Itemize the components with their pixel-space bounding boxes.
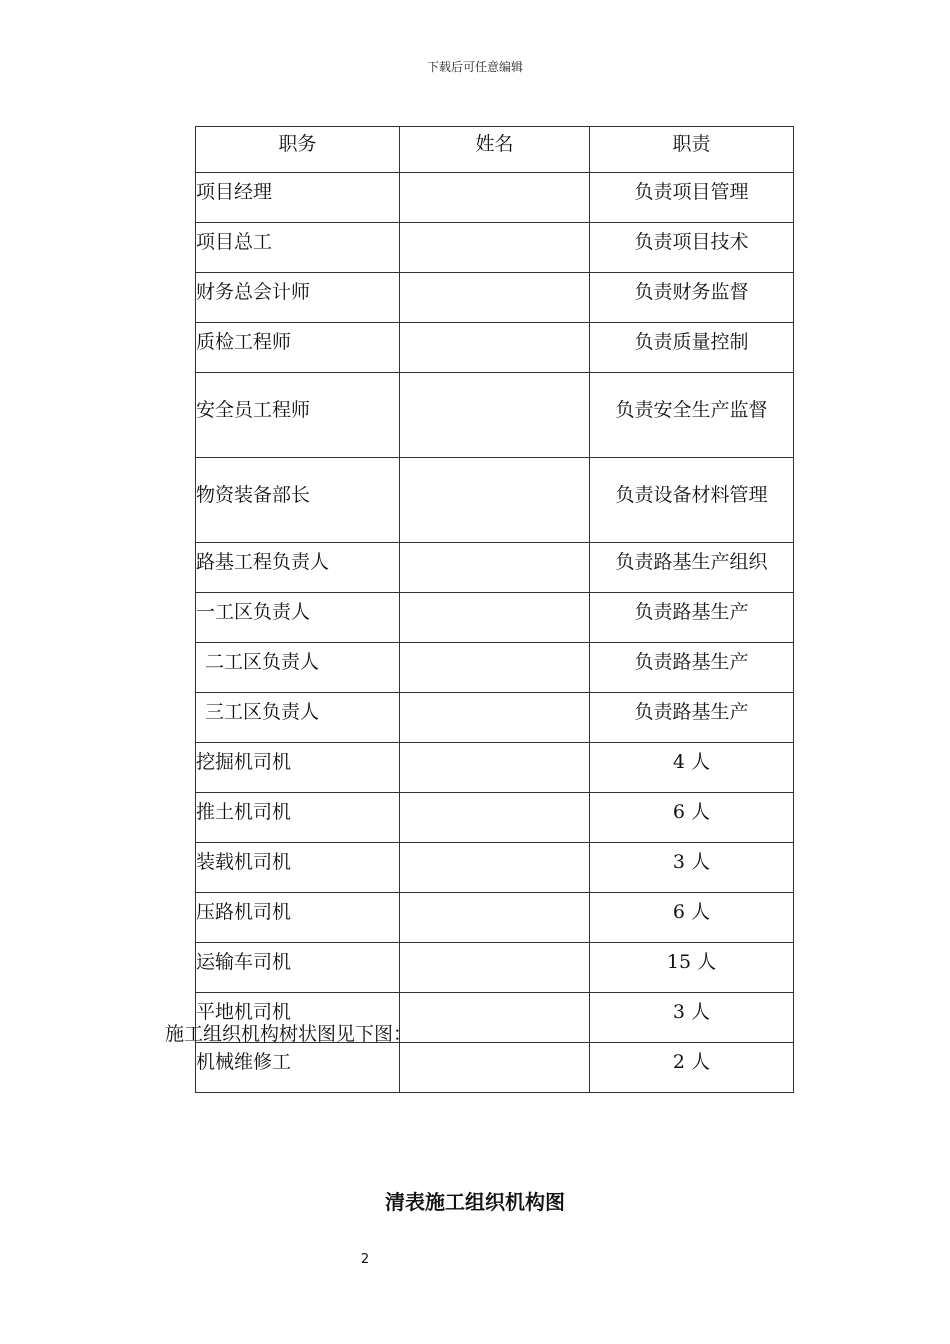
name-cell xyxy=(400,843,590,893)
table-row xyxy=(196,458,794,543)
duty-cell: 4 人 xyxy=(590,743,794,793)
duty-cell: 负责项目管理 xyxy=(590,173,794,223)
role-cell: 运输车司机 xyxy=(196,943,400,993)
table-row xyxy=(196,793,794,843)
table-row xyxy=(196,1043,794,1093)
caption-text: 施工组织机构树状图见下图： xyxy=(165,1023,413,1045)
duty-cell: 15 人 xyxy=(590,943,794,993)
role-cell: 三工区负责人 xyxy=(196,693,400,743)
role-cell: 质检工程师 xyxy=(196,323,400,373)
table-row xyxy=(196,943,794,993)
duty-cell: 负责路基生产组织 xyxy=(590,543,794,593)
role-cell: 路基工程负责人 xyxy=(196,543,400,593)
staff-table xyxy=(195,126,794,1093)
page-number: 2 xyxy=(360,1252,370,1267)
role-cell: 物资装备部长 xyxy=(196,458,400,543)
table-header-row xyxy=(196,127,794,173)
duty-cell: 负责质量控制 xyxy=(590,323,794,373)
page-header: 下载后可任意编辑 xyxy=(426,60,523,74)
name-cell xyxy=(400,943,590,993)
name-cell xyxy=(400,593,590,643)
role-cell: 机械维修工 xyxy=(196,1043,400,1093)
name-cell xyxy=(400,323,590,373)
chart-title: 清表施工组织机构图 xyxy=(385,1190,565,1214)
table-row xyxy=(196,693,794,743)
table-row xyxy=(196,173,794,223)
duty-cell: 负责项目技术 xyxy=(590,223,794,273)
role-cell: 安全员工程师 xyxy=(196,373,400,458)
table-row xyxy=(196,643,794,693)
name-cell xyxy=(400,173,590,223)
table-row xyxy=(196,273,794,323)
role-cell: 装载机司机 xyxy=(196,843,400,893)
name-cell xyxy=(400,223,590,273)
table-row xyxy=(196,543,794,593)
role-cell: 推土机司机 xyxy=(196,793,400,843)
table-row xyxy=(196,893,794,943)
role-cell: 压路机司机 xyxy=(196,893,400,943)
role-cell: 财务总会计师 xyxy=(196,273,400,323)
duty-cell: 负责安全生产监督 xyxy=(590,373,794,458)
duty-cell: 3 人 xyxy=(590,993,794,1043)
table-row xyxy=(196,743,794,793)
duty-cell: 负责路基生产 xyxy=(590,593,794,643)
header-duty: 职责 xyxy=(590,127,794,173)
name-cell xyxy=(400,543,590,593)
role-cell: 平地机司机 xyxy=(196,993,400,1043)
name-cell xyxy=(400,743,590,793)
table-row xyxy=(196,373,794,458)
name-cell xyxy=(400,458,590,543)
name-cell xyxy=(400,693,590,743)
name-cell xyxy=(400,1043,590,1093)
duty-cell: 6 人 xyxy=(590,893,794,943)
name-cell xyxy=(400,273,590,323)
name-cell xyxy=(400,993,590,1043)
role-cell: 项目总工 xyxy=(196,223,400,273)
role-cell: 项目经理 xyxy=(196,173,400,223)
duty-cell: 6 人 xyxy=(590,793,794,843)
table-row xyxy=(196,223,794,273)
header-role: 职务 xyxy=(196,127,400,173)
duty-cell: 3 人 xyxy=(590,843,794,893)
duty-cell: 负责财务监督 xyxy=(590,273,794,323)
header-name: 姓名 xyxy=(400,127,590,173)
name-cell xyxy=(400,893,590,943)
duty-cell: 负责设备材料管理 xyxy=(590,458,794,543)
name-cell xyxy=(400,643,590,693)
name-cell xyxy=(400,373,590,458)
table-row xyxy=(196,593,794,643)
table-row xyxy=(196,843,794,893)
duty-cell: 2 人 xyxy=(590,1043,794,1093)
table-row xyxy=(196,323,794,373)
name-cell xyxy=(400,793,590,843)
duty-cell: 负责路基生产 xyxy=(590,643,794,693)
role-cell: 挖掘机司机 xyxy=(196,743,400,793)
role-cell: 二工区负责人 xyxy=(196,643,400,693)
duty-cell: 负责路基生产 xyxy=(590,693,794,743)
role-cell: 一工区负责人 xyxy=(196,593,400,643)
